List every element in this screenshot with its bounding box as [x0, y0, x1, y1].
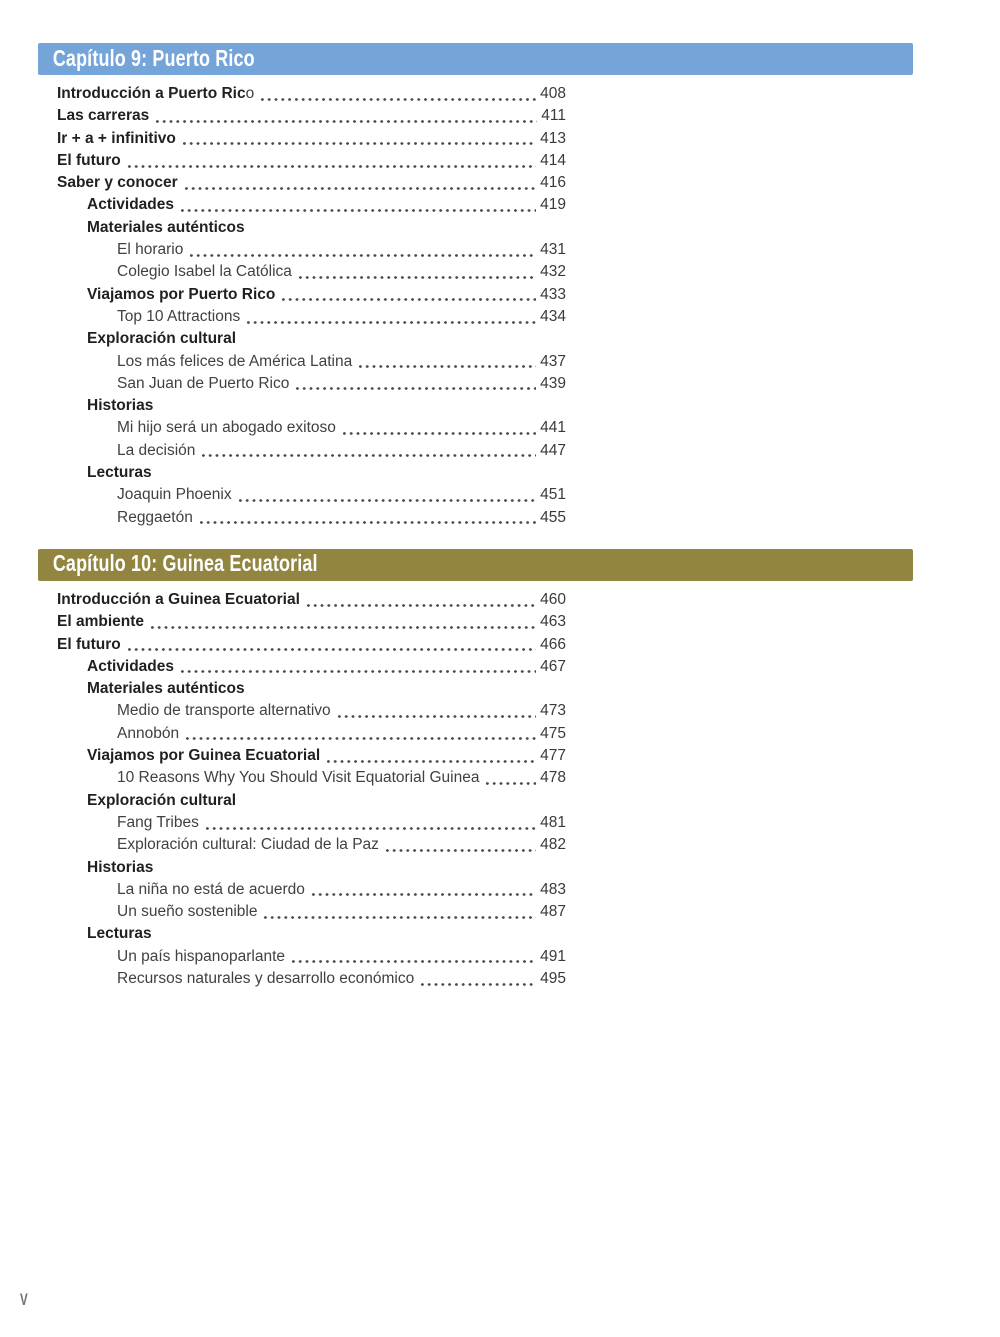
- toc-entry-label: Actividades: [87, 657, 175, 675]
- chapter-10-entries: [57, 589, 566, 990]
- toc-entry: [57, 700, 566, 722]
- chapter-10-title: Capítulo 10: Guinea Ecuatorial: [52, 550, 318, 577]
- toc-entry: [57, 128, 566, 150]
- toc-entry-page: 463: [540, 613, 566, 631]
- toc-entry-label: El futuro: [57, 635, 121, 653]
- toc-entry-page: 495: [540, 969, 566, 987]
- toc-entry: [57, 946, 566, 968]
- toc-entry-page: 431: [540, 241, 566, 259]
- toc-entry-page: 434: [540, 307, 566, 325]
- toc-entry-page: 466: [540, 635, 566, 653]
- dotted-leader: [184, 723, 536, 745]
- dotted-leader: [341, 417, 536, 439]
- toc-entry-page: 478: [540, 769, 566, 787]
- toc-entry-label: Lecturas: [87, 925, 152, 943]
- dotted-leader: [126, 150, 536, 172]
- toc-entry: [57, 767, 566, 789]
- toc-entry-label: Exploración cultural: [87, 330, 237, 348]
- toc-entry: [57, 723, 566, 745]
- chapter-9-section: [0, 43, 1000, 529]
- dotted-leader: [181, 128, 536, 150]
- toc-entry-page: 432: [540, 263, 566, 281]
- dotted-leader: [357, 351, 536, 373]
- dotted-leader: [179, 656, 536, 678]
- toc-entry-label: Recursos naturales y desarrollo económico: [117, 969, 415, 987]
- chapter-9-entries: [57, 83, 566, 529]
- toc-entry-label: Actividades: [87, 196, 175, 214]
- toc-entry-page: 408: [540, 85, 566, 102]
- toc-entry-page: 482: [540, 836, 566, 854]
- toc-entry: [57, 217, 566, 239]
- toc-entry-page: 419: [540, 196, 566, 214]
- toc-entry: [57, 484, 566, 506]
- page-number: V: [20, 1290, 28, 1309]
- toc-entry-page: 467: [540, 657, 566, 675]
- toc-entry: [57, 261, 566, 283]
- toc-entry-label: Un sueño sostenible: [117, 903, 258, 921]
- toc-entry-page: 437: [540, 352, 566, 370]
- dotted-leader: [149, 611, 536, 633]
- toc-entry: [57, 611, 566, 633]
- toc-page: [0, 43, 1000, 1337]
- dotted-leader: [179, 194, 536, 216]
- toc-entry: [57, 857, 566, 879]
- toc-entry: [57, 656, 566, 678]
- dotted-leader: [245, 306, 536, 328]
- toc-entry: [57, 373, 566, 395]
- toc-entry: [57, 812, 566, 834]
- toc-entry-page: 460: [540, 590, 566, 608]
- chapter-9-header-bar: [38, 43, 913, 75]
- toc-entry-page: 441: [540, 419, 566, 437]
- dotted-leader: [237, 484, 537, 506]
- toc-entry-label: Materiales auténticos: [87, 218, 245, 236]
- toc-entry-page: 481: [540, 813, 566, 831]
- toc-entry-label: Viajamos por Puerto Rico: [87, 285, 276, 303]
- toc-entry-label: Medio de transporte alternativo: [117, 702, 331, 720]
- toc-entry: [57, 417, 566, 439]
- toc-entry-page: 491: [540, 947, 566, 965]
- toc-entry-label: Top 10 Attractions: [117, 307, 241, 325]
- toc-entry-label: Fang Tribes: [117, 813, 199, 831]
- dotted-leader: [259, 83, 536, 105]
- toc-entry-page: 433: [540, 285, 566, 303]
- dotted-leader: [384, 834, 536, 856]
- dotted-leader: [290, 946, 536, 968]
- toc-entry: [57, 328, 566, 350]
- toc-entry-label: Historias: [87, 397, 154, 415]
- dotted-leader: [183, 172, 537, 194]
- dotted-leader: [188, 239, 536, 261]
- toc-entry-label: El futuro: [57, 151, 121, 169]
- toc-entry: [57, 150, 566, 172]
- toc-entry-label: Joaquin Phoenix: [117, 486, 232, 504]
- dotted-leader: [305, 589, 536, 611]
- toc-entry-label: Un país hispanoparlante: [117, 947, 286, 965]
- toc-entry-label: El ambiente: [57, 613, 144, 631]
- toc-entry-page: 439: [540, 374, 566, 392]
- toc-entry-label: La decisión: [117, 441, 196, 459]
- toc-entry-page: 473: [540, 702, 566, 720]
- toc-entry: [57, 745, 566, 767]
- toc-entry: [57, 194, 566, 216]
- toc-entry: [57, 678, 566, 700]
- toc-entry-page: 413: [540, 129, 566, 147]
- toc-entry: [57, 901, 566, 923]
- dotted-leader: [280, 284, 536, 306]
- toc-entry-label: El horario: [117, 241, 184, 259]
- toc-entry-page: 483: [540, 880, 566, 898]
- toc-entry-label: Viajamos por Guinea Ecuatorial: [87, 747, 321, 765]
- toc-entry-label: Materiales auténticos: [87, 680, 245, 698]
- toc-entry-page: 447: [540, 441, 566, 459]
- toc-entry-label: Saber y conocer: [57, 174, 178, 192]
- toc-entry: [57, 790, 566, 812]
- toc-entry-label: 10 Reasons Why You Should Visit Equatorial Guinea: [117, 769, 480, 787]
- toc-entry: [57, 239, 566, 261]
- toc-entry: [57, 834, 566, 856]
- toc-entry-label: Las carreras: [57, 107, 150, 125]
- toc-entry: [57, 105, 566, 127]
- toc-entry: [57, 284, 566, 306]
- toc-entry-page: 451: [540, 486, 566, 504]
- toc-entry-label: Exploración cultural: Ciudad de la Paz: [117, 836, 379, 854]
- toc-entry-label: Introducción a Guinea Ecuatorial: [57, 590, 300, 608]
- toc-entry-page: 475: [540, 724, 566, 742]
- toc-entry: [57, 440, 566, 462]
- toc-entry: [57, 395, 566, 417]
- toc-entry-label-tail: o: [245, 85, 255, 102]
- toc-entry-page: 487: [540, 903, 566, 921]
- dotted-leader: [297, 261, 536, 283]
- toc-entry-label: Mi hijo será un abogado exitoso: [117, 419, 336, 437]
- toc-entry: [57, 351, 566, 373]
- toc-entry-label: La niña no está de acuerdo: [117, 880, 305, 898]
- toc-entry-label: Exploración cultural: [87, 791, 237, 809]
- dotted-leader: [126, 634, 536, 656]
- chapter-10-section: [0, 549, 1000, 990]
- toc-entry-page: 477: [540, 747, 566, 765]
- toc-entry-label: Lecturas: [87, 464, 152, 482]
- dotted-leader: [154, 105, 537, 127]
- toc-entry-label: San Juan de Puerto Rico: [117, 374, 290, 392]
- toc-entry: [57, 83, 566, 105]
- toc-entry-label: Los más felices de América Latina: [117, 352, 353, 370]
- toc-entry-page: 455: [540, 508, 566, 526]
- toc-entry-page: 416: [540, 174, 566, 192]
- dotted-leader: [310, 879, 536, 901]
- toc-entry-label: Annobón: [117, 724, 180, 742]
- toc-entry: [57, 634, 566, 656]
- toc-entry: [57, 589, 566, 611]
- dotted-leader: [294, 373, 536, 395]
- toc-entry-label: Introducción a Puerto Rico: [57, 85, 255, 102]
- toc-entry: [57, 306, 566, 328]
- dotted-leader: [325, 745, 536, 767]
- toc-entry: [57, 879, 566, 901]
- toc-entry-label: Colegio Isabel la Católica: [117, 263, 292, 281]
- dotted-leader: [419, 968, 536, 990]
- dotted-leader: [200, 440, 536, 462]
- toc-entry-page: 414: [540, 151, 566, 169]
- toc-entry-page: 411: [541, 107, 566, 125]
- dotted-leader: [484, 767, 536, 789]
- chapter-10-header-bar: [38, 549, 913, 581]
- toc-entry: [57, 172, 566, 194]
- toc-entry: [57, 968, 566, 990]
- toc-entry-label: Historias: [87, 858, 154, 876]
- toc-entry-label: Reggaetón: [117, 508, 193, 526]
- toc-entry-label: Ir + a + infinitivo: [57, 129, 176, 147]
- dotted-leader: [204, 812, 536, 834]
- chapter-9-title: Capítulo 9: Puerto Rico: [52, 44, 255, 71]
- toc-entry: [57, 507, 566, 529]
- toc-entry: [57, 462, 566, 484]
- dotted-leader: [262, 901, 536, 923]
- dotted-leader: [336, 700, 536, 722]
- dotted-leader: [198, 507, 536, 529]
- toc-entry: [57, 923, 566, 945]
